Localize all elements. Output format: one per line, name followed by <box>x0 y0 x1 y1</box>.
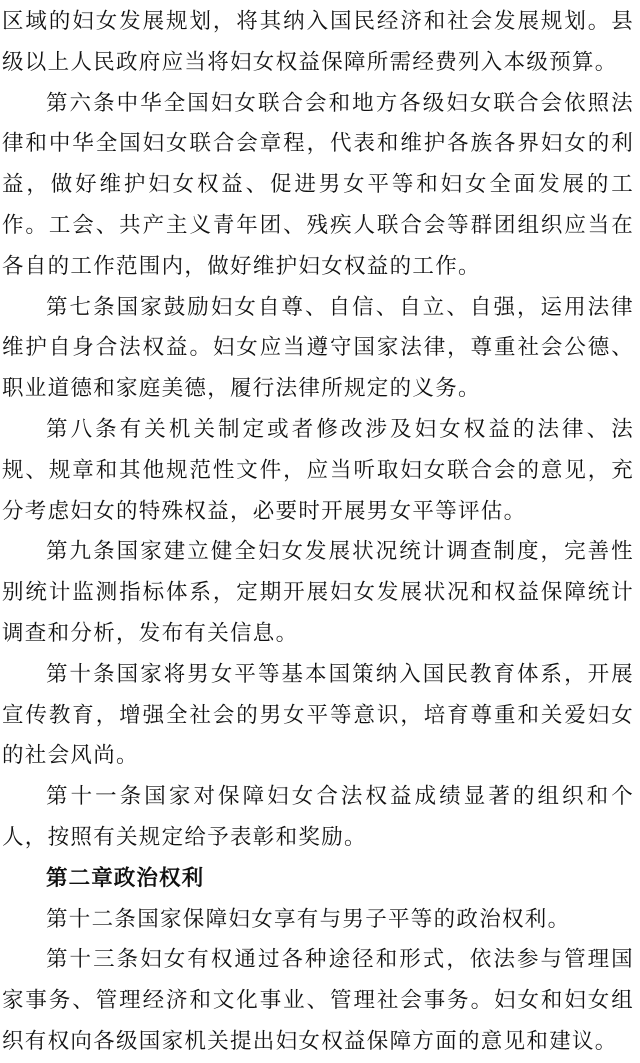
paragraph-article-6: 第六条中华全国妇女联合会和地方各级妇女联合会依照法律和中华全国妇女联合会章程，代表和维护各族各界妇女的利益，做好维护妇女权益、促进男女平等和妇女全面发展的工作。工会、共产主义青年团、残疾人联合会等群团组织应当在各自的工作范围内，做好维护妇女权益的工作。 <box>2 90 634 279</box>
paragraph-article-10: 第十条国家将男女平等基本国策纳入国民教育体系，开展宣传教育，增强全社会的男女平等意识，培育尊重和关爱妇女的社会风尚。 <box>2 661 634 769</box>
paragraph-continuation: 区域的妇女发展规划，将其纳入国民经济和社会发展规划。县级以上人民政府应当将妇女权益保障所需经费列入本级预算。 <box>2 9 634 75</box>
paragraph-article-13: 第十三条妇女有权通过各种途径和形式，依法参与管理国家事务、管理经济和文化事业、管理社会事务。妇女和妇女组织有权向各级国家机关提出妇女权益保障方面的意见和建议。 <box>2 947 634 1054</box>
paragraph-article-11: 第十一条国家对保障妇女合法权益成绩显著的组织和个人，按照有关规定给予表彰和奖励。 <box>2 784 634 850</box>
paragraph-article-7: 第七条国家鼓励妇女自尊、自信、自立、自强，运用法律维护自身合法权益。妇女应当遵守国家法律，尊重社会公德、职业道德和家庭美德，履行法律所规定的义务。 <box>2 294 634 402</box>
paragraph-article-8: 第八条有关机关制定或者修改涉及妇女权益的法律、法规、规章和其他规范性文件，应当听取妇女联合会的意见，充分考虑妇女的特殊权益，必要时开展男女平等评估。 <box>2 416 634 524</box>
paragraph-article-9: 第九条国家建立健全妇女发展状况统计调查制度，完善性别统计监测指标体系，定期开展妇女发展状况和权益保障统计调查和分析，发布有关信息。 <box>2 539 634 646</box>
chapter-heading: 第二章政治权利 <box>46 865 205 891</box>
paragraph-article-12: 第十二条国家保障妇女享有与男子平等的政治权利。 <box>46 906 571 932</box>
